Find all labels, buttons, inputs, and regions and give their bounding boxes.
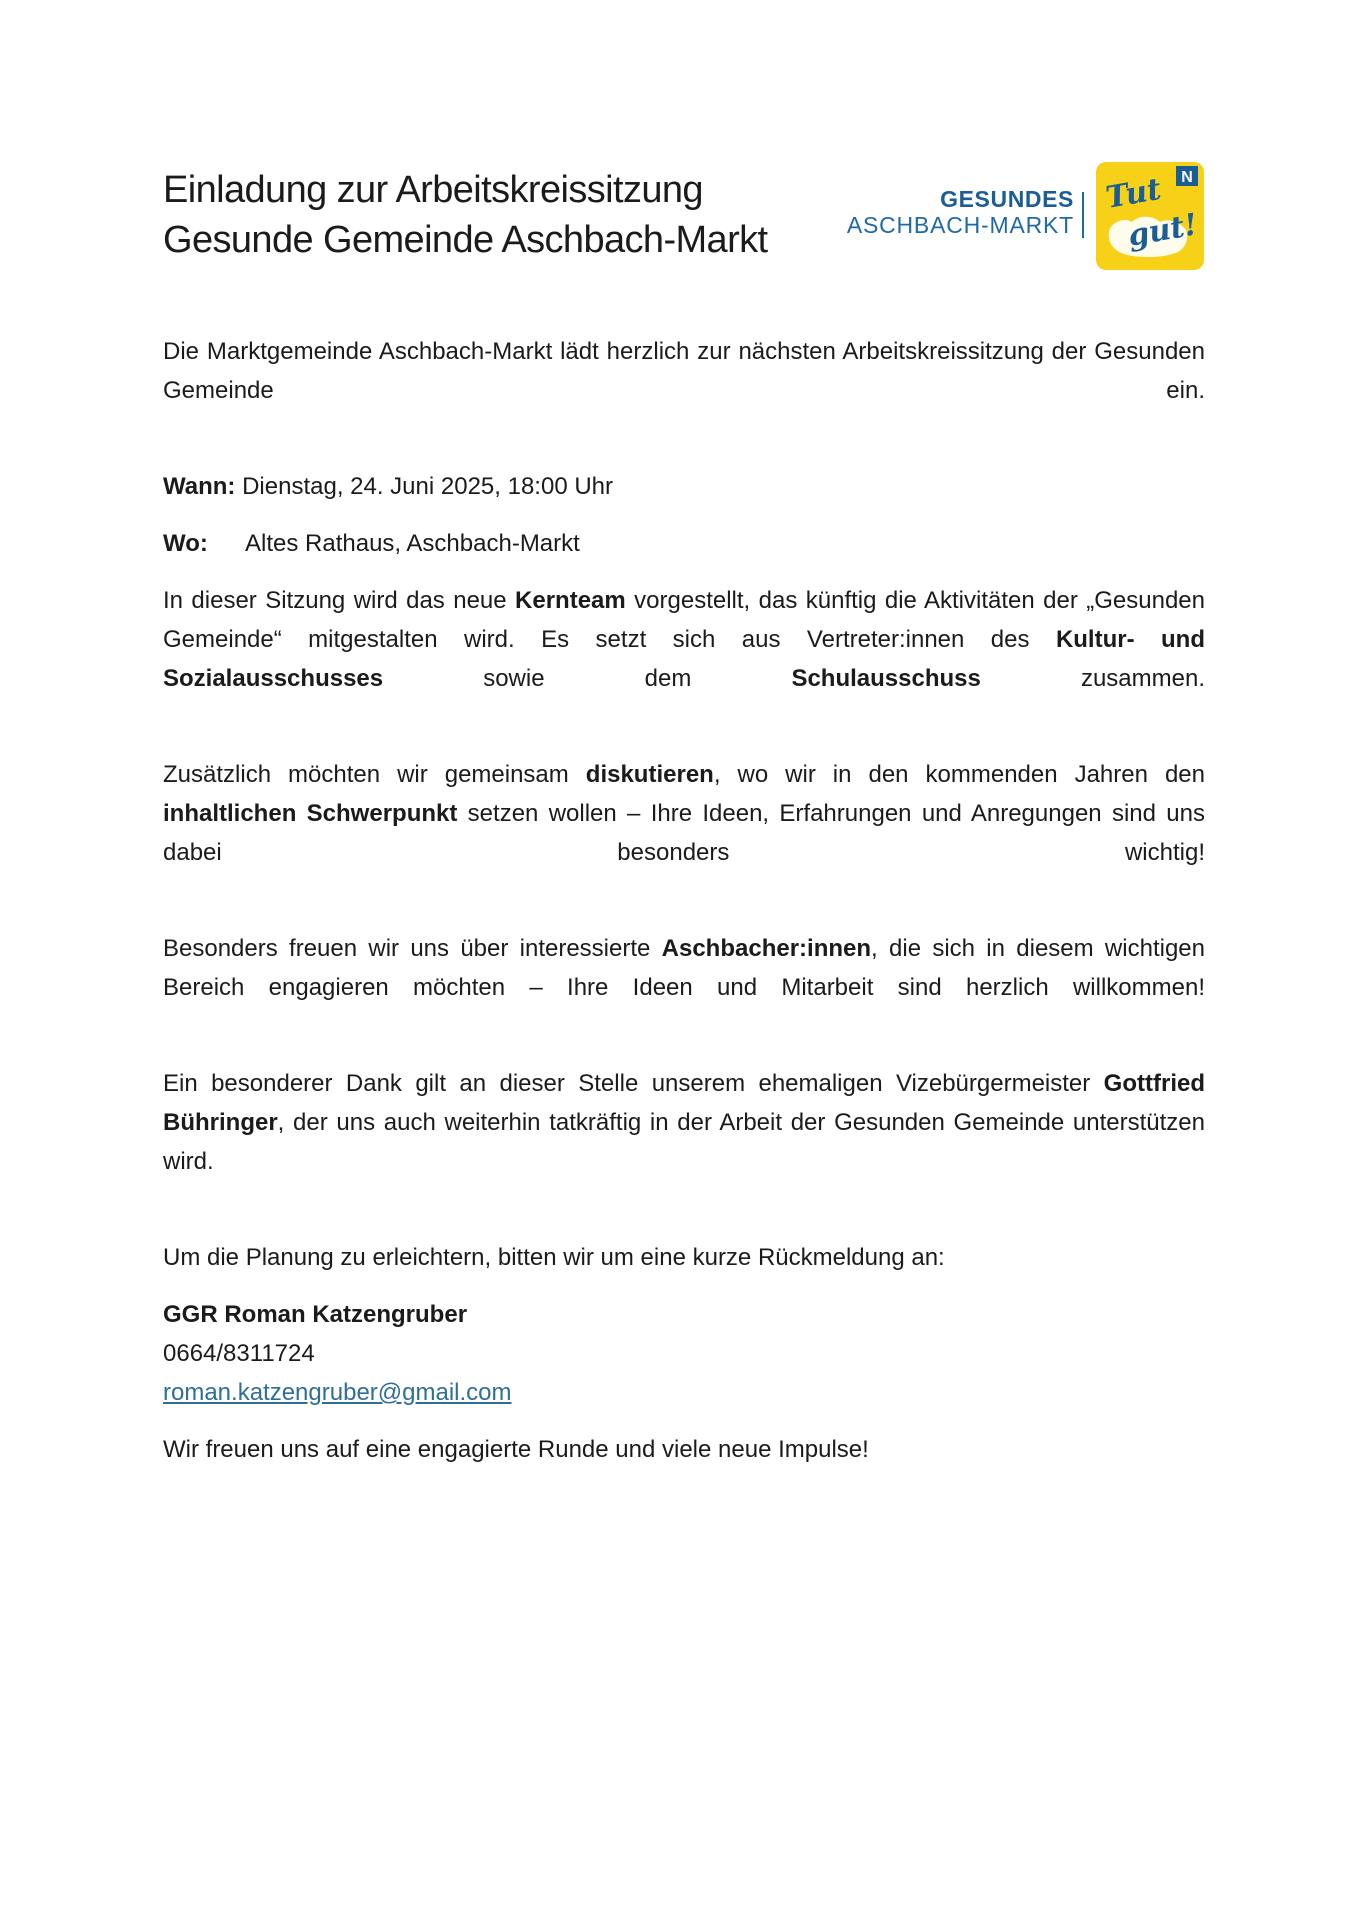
text-run: In dieser Sitzung wird das neue [163, 587, 516, 614]
feedback-request: Um die Planung zu erleichtern, bitten wir um eine kurze Rückmeldung an: [163, 1244, 945, 1271]
bold-run: diskutieren [585, 761, 714, 788]
when-label: Wann: [163, 473, 236, 500]
bold-run: inhaltlichen Schwerpunkt [163, 800, 458, 827]
bold-run: Schulausschuss [791, 665, 981, 692]
svg-text:N: N [1181, 169, 1193, 186]
text-run: setzen wollen – Ihre Ideen, Erfahrungen und Anregungen sind uns dabei besonders wichtig! [163, 800, 1205, 866]
dank-paragraph [163, 1064, 1205, 1220]
bold-run: Kultur- und Sozialausschusses [163, 626, 1206, 692]
contact-name: GGR Roman Katzengruber [163, 1301, 468, 1328]
when-line [163, 467, 1205, 506]
text-run: vorgestellt, das künftig die Aktivitäten der „Gesunden Gemeinde“ mitgestalten wird. Es setzt sich aus Vertreter:innen des [163, 587, 1205, 653]
diskutieren-paragraph [163, 755, 1205, 911]
gesundes-aschbach-logo [828, 160, 1204, 272]
page-title [163, 165, 813, 265]
title-line-2: Gesunde Gemeinde Aschbach-Markt [163, 219, 768, 261]
logo-line-1: GESUNDES [940, 186, 1074, 212]
text-run: sowie dem [383, 665, 792, 692]
closing-line: Wir freuen uns auf eine engagierte Runde und viele neue Impulse! [163, 1436, 869, 1463]
where-value: Altes Rathaus, Aschbach-Markt [245, 530, 580, 557]
text-run: zusammen. [980, 665, 1205, 692]
logo-wordmark [847, 186, 1074, 238]
contact-block [163, 1295, 1205, 1412]
logo-line-2: ASCHBACH-MARKT [846, 212, 1074, 238]
text-run: , wo wir in den kommenden Jahren den [713, 761, 1206, 788]
text-run: Besonders freuen wir uns über interessierte [163, 935, 662, 962]
svg-text:Tut: Tut [1103, 171, 1164, 216]
bold-run: Gottfried Bühringer [163, 1070, 1205, 1136]
svg-text:gut!: gut! [1125, 207, 1201, 254]
aschbacher-paragraph [163, 929, 1205, 1046]
text-run: , der uns auch weiterhin tatkräftig in der Arbeit der Gesunden Gemeinde unterstützen wird. [163, 1109, 1205, 1175]
text-run: Zusätzlich möchten wir gemeinsam [163, 761, 586, 788]
bold-run: Aschbacher:innen [661, 935, 872, 962]
where-label: Wo: [163, 530, 208, 557]
where-line [163, 524, 1205, 563]
intro-paragraph: Die Marktgemeinde Aschbach-Markt lädt herzlich zur nächsten Arbeitskreissitzung der Gesunden Gemeinde ein. [163, 338, 1205, 404]
kernteam-paragraph [163, 581, 1205, 737]
letter-body [163, 332, 1205, 1487]
logo-divider [1082, 192, 1084, 238]
text-run: , die sich in diesem wichtigen Bereich engagieren möchten – Ihre Ideen und Mitarbeit sind herzlich willkommen! [163, 935, 1205, 1001]
when-value: Dienstag, 24. Juni 2025, 18:00 Uhr [242, 473, 614, 500]
bold-run: Kernteam [515, 587, 626, 614]
text-run: Ein besonderer Dank gilt an dieser Stelle unserem ehemaligen Vizebürgermeister [163, 1070, 1104, 1097]
tut-gut-badge-icon [1096, 162, 1204, 270]
contact-phone: 0664/8311724 [163, 1340, 315, 1367]
contact-email-link[interactable]: roman.katzengruber@gmail.com [163, 1379, 512, 1406]
title-line-1: Einladung zur Arbeitskreissitzung [163, 169, 703, 211]
